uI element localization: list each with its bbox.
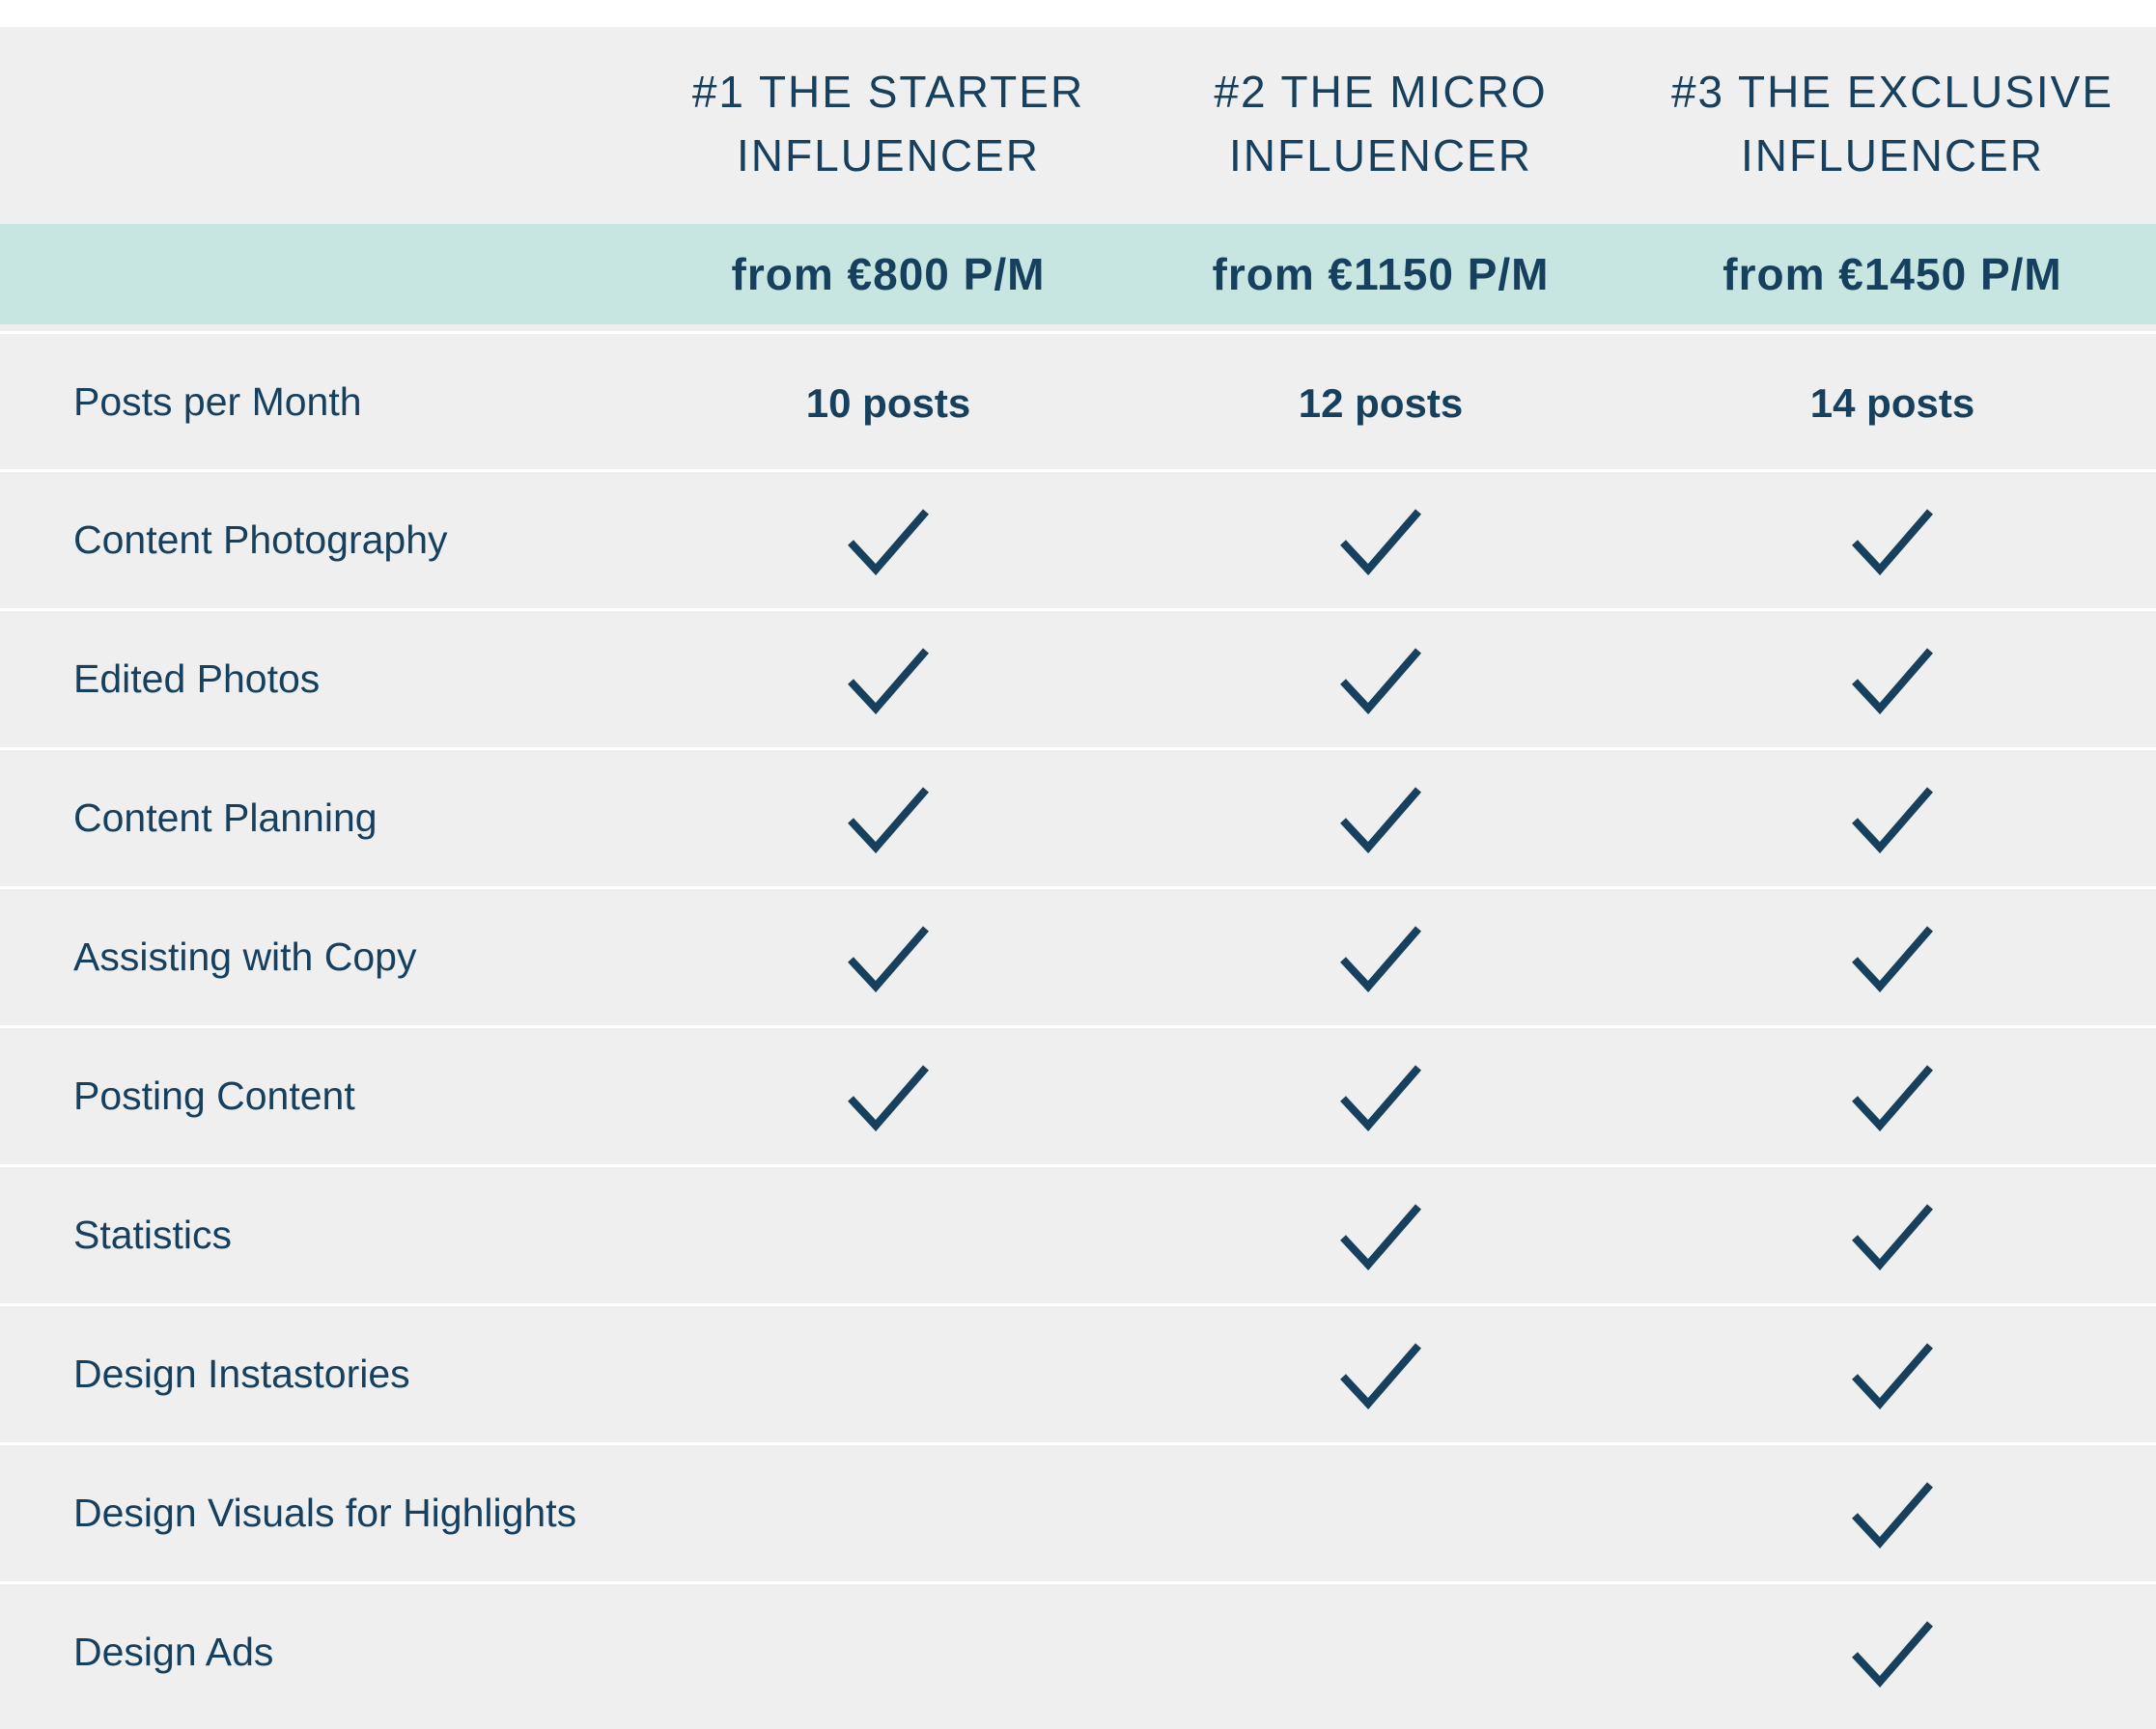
feature-row [0, 1303, 2156, 1442]
plan-name-line1: #3 THE EXCLUSIVE [1670, 67, 2114, 117]
feature-label: Assisting with Copy [73, 934, 417, 979]
feature-label: Design Visuals for Highlights [73, 1491, 577, 1535]
feature-cell-micro [1130, 1306, 1632, 1445]
pricing-table [0, 27, 2156, 1729]
feature-cell-exclusive [1641, 750, 2143, 889]
check-icon [1339, 1340, 1422, 1411]
check-icon [1339, 923, 1422, 994]
plan-name-line2: INFLUENCER [737, 130, 1040, 181]
check-icon [1851, 784, 1934, 855]
feature-row [0, 469, 2156, 608]
feature-row [0, 608, 2156, 747]
plan-name-line2: INFLUENCER [1741, 130, 2044, 181]
posts-count-micro: 12 posts [1298, 379, 1464, 426]
feature-label: Content Planning [73, 795, 378, 840]
check-icon [1851, 1062, 1934, 1133]
posts-count-exclusive: 14 posts [1809, 379, 1975, 426]
feature-cell-exclusive [1641, 611, 2143, 750]
check-icon [847, 506, 930, 577]
feature-cell-starter [637, 1584, 1139, 1723]
feature-row [0, 1025, 2156, 1164]
plan-price-starter: from €800 P/M [731, 249, 1046, 299]
feature-cell-starter [637, 1306, 1139, 1445]
feature-label: Content Photography [73, 517, 448, 562]
feature-cell-micro [1130, 1028, 1632, 1167]
feature-cell-starter [637, 1167, 1139, 1306]
check-icon [1851, 1340, 1934, 1411]
feature-cell-exclusive [1641, 1584, 2143, 1723]
check-icon [1851, 645, 1934, 716]
plan-name-line1: #2 THE MICRO [1214, 67, 1548, 117]
check-icon [1339, 784, 1422, 855]
feature-cell-starter [637, 611, 1139, 750]
check-icon [847, 784, 930, 855]
feature-cell-exclusive [1641, 1167, 2143, 1306]
feature-cell-starter [637, 1445, 1139, 1584]
price-row [0, 224, 2156, 324]
check-icon [847, 645, 930, 716]
feature-cell-exclusive [1641, 1445, 2143, 1584]
plan-name-starter [637, 27, 1139, 220]
feature-cell-exclusive [1641, 1028, 2143, 1167]
plan-price-exclusive: from €1450 P/M [1722, 249, 2062, 299]
feature-row [0, 1581, 2156, 1720]
feature-label: Design Ads [73, 1630, 274, 1674]
plan-name-micro [1130, 27, 1632, 220]
check-icon [847, 1062, 930, 1133]
feature-cell-exclusive [1641, 889, 2143, 1028]
feature-cell-micro [1130, 750, 1632, 889]
check-icon [1851, 1618, 1934, 1689]
row-label: Posts per Month [73, 378, 362, 424]
feature-row [0, 1442, 2156, 1581]
feature-cell-micro [1130, 1167, 1632, 1306]
feature-cell-exclusive [1641, 1306, 2143, 1445]
check-icon [1851, 1201, 1934, 1272]
plan-name-exclusive [1641, 27, 2143, 220]
feature-cell-micro [1130, 472, 1632, 611]
feature-cell-micro [1130, 1445, 1632, 1584]
feature-label: Posting Content [73, 1074, 355, 1118]
check-icon [1851, 1479, 1934, 1550]
feature-cell-micro [1130, 1584, 1632, 1723]
posts-per-month-row [0, 331, 2156, 469]
feature-row [0, 1164, 2156, 1303]
feature-cell-starter [637, 1028, 1139, 1167]
check-icon [1851, 506, 1934, 577]
plan-price-micro: from €1150 P/M [1212, 249, 1550, 299]
plan-name-line1: #1 THE STARTER [691, 67, 1085, 117]
check-icon [1339, 1062, 1422, 1133]
feature-row [0, 886, 2156, 1025]
feature-label: Design Instastories [73, 1352, 410, 1396]
feature-label: Statistics [73, 1213, 233, 1257]
feature-row [0, 747, 2156, 886]
posts-count-starter: 10 posts [805, 379, 971, 426]
check-icon [847, 923, 930, 994]
check-icon [1851, 923, 1934, 994]
plan-header-row [0, 27, 2156, 220]
plan-name-line2: INFLUENCER [1229, 130, 1532, 181]
feature-cell-micro [1130, 889, 1632, 1028]
feature-label: Edited Photos [73, 656, 321, 701]
feature-cell-starter [637, 472, 1139, 611]
feature-cell-micro [1130, 611, 1632, 750]
check-icon [1339, 645, 1422, 716]
feature-cell-exclusive [1641, 472, 2143, 611]
check-icon [1339, 1201, 1422, 1272]
feature-cell-starter [637, 750, 1139, 889]
check-icon [1339, 506, 1422, 577]
feature-cell-starter [637, 889, 1139, 1028]
